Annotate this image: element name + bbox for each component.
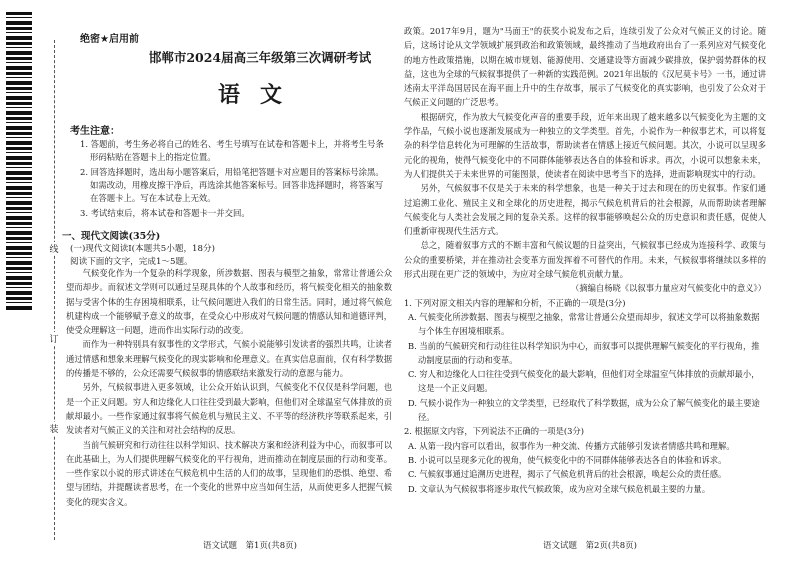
- exam-title: 邯郸市2024届高三年级第三次调研考试: [148, 50, 372, 65]
- passage-right-column: [404, 24, 766, 534]
- notice-title: 考生注意：: [70, 126, 120, 137]
- binding-char-line: 线: [48, 242, 60, 255]
- passage-left-column: [66, 266, 392, 534]
- notice-list: [80, 138, 385, 222]
- passage-paragraph: 而作为一种特别具有叙事性的文学形式，气候小说能够引发读者的强烈共鸣，让读者通过情感和想象来理解气候变化的现实影响和伦理意义。在真实信息面前，仅有科学数据的传播是不够的，公众还需要气候叙事的情感联结来激发行动的意愿与能力。: [66, 339, 392, 379]
- question-1-option-b: B. 当前的气候研究和行动往往以科学知识为中心，而叙事可以提供理解气候变化的平行视角，推动制度层面的行动和变革。: [408, 340, 760, 365]
- question-2-stem: 2. 根据原文内容，下列说法不正确的一项是(3分): [404, 426, 584, 437]
- section-instruction: 阅读下面的文字，完成1～5题。: [70, 257, 193, 267]
- page-footer-left: 语文试题 第1页(共8页): [203, 541, 297, 551]
- section-title: 一、现代文阅读(35分): [62, 231, 161, 242]
- binding-char-order: 订: [48, 332, 60, 345]
- passage-source: （摘编自杨晓《以叙事力量应对气候变化中的意义》）: [571, 283, 766, 294]
- subject-title: 语文: [217, 82, 302, 108]
- section-subtitle: (一)现代文阅读Ⅰ(本题共5小题，18分): [70, 244, 215, 254]
- passage-paragraph: 另外，气候叙事不仅是关于未来的科学想象，也是一种关于过去和现在的历史叙事。作家们通过追溯工业化、殖民主义和全球化的历史进程，揭示气候危机背后的社会根源，从而帮助读者理解气候变化与人类社会发展之间的复杂关系。这样的叙事能够唤起公众的历史意识和责任感，促使人们重新审视现代生活方式。: [404, 183, 766, 237]
- passage-paragraph: 政策。2017年9月，题为"马面王"的获奖小说发布之后，连续引发了公众对气候正义的讨论。随后，这场讨论从文学领域扩展到政治和政策领域，最终推动了当地政府出台了一系列应对气候变化的地方性政策措施，以期在城市规划、能源使用、交通建设等方面减少碳排放，保护弱势群体的权益，这也为全球的气候叙事提供了一种新的实践范例。2021年出版的《汉尼莫卡号》一书，通过讲述南太平洋岛国居民在海平面上升中的生存故事，展示了气候变化的真实影响，也引发了公众对于气候正义问题的广泛思考。: [404, 26, 766, 108]
- passage-paragraph: 气候变化作为一个复杂的科学现象，所涉数据、图表与模型之抽象，常常让普通公众望而却步。而叙述文学则可以通过呈现具体的个人故事和经历，将气候变化相关的抽象数据与受害个体的生存困境相联系，让气候问题进入我们的日常生活。同时，通过将气候危机建构成一个能够赋予意义的故事，在受众心中形成对气候问题的情感认知和道德评判，使受众理解这一问题，进而作出实际行动的改变。: [66, 268, 392, 336]
- question-2-option-b: B. 小说可以呈现多元化的视角，使气候变化中的不同群体能够表达各自的体验和诉求。: [408, 454, 727, 465]
- notice-item: 1. 答题前，考生务必将自己的姓名、考生号填写在试卷和答题卡上，并将考生号条形码粘贴在答题卡上的指定位置。: [80, 139, 384, 162]
- question-2-option-d: D. 文章认为气候叙事将逐步取代气候政策，成为应对全球气候危机最主要的力量。: [408, 483, 711, 494]
- passage-paragraph: 总之，随着叙事方式的不断丰富和气候议题的日益突出，气候叙事已经成为连接科学、政策与公众的重要桥梁，并在推动社会变革方面发挥着不可替代的作用。未来，气候叙事将继续以多样的形式出现在更广泛的领域中，为应对全球气候危机贡献力量。: [404, 240, 766, 280]
- passage-paragraph: 另外，气候叙事进入更多领域，让公众开始认识到，气候变化不仅仅是科学问题，也是一个正义问题。穷人和边缘化人口往往受到最大影响，但他们对全球温室气体排放的贡献却最小。一些作家通过叙事将气候危机与殖民主义、不平等的经济秩序等联系起来，引发读者对气候正义的关注和对社会结构的反思。: [66, 382, 392, 436]
- binding-char-pack: 装: [48, 422, 60, 435]
- passage-paragraph: 根据研究，作为放大气候变化声音的重要手段，近年来出现了越来越多以气候变化为主题的文学作品，气候小说也逐渐发展成为一种独立的文学类型。首先，小说作为一种叙事艺术，可以将复杂的科学信息转化为可理解的生活故事，帮助读者在情感上接近气候问题。其次，小说可以呈现多元化的视角，使得气候变化中的不同群体能够表达各自的体验和诉求。再次，小说可以想象未来，为人们提供关于未来世界的可能图景，使读者在阅读中思考当下的选择，进而影响现实中的行动。: [404, 111, 766, 179]
- binding-line: [54, 40, 55, 540]
- question-1-option-a: A. 气候变化所涉数据、图表与模型之抽象，常常让普通公众望而却步，叙述文学可以将抽象数据与个体生存困境相联系。: [408, 311, 760, 337]
- question-1-option-d: D. 气候小说作为一种独立的文学类型，已经取代了科学数据，成为公众了解气候变化的最主要途径。: [408, 397, 760, 423]
- notice-item: 2. 回答选择题时，选出每小题答案后，用铅笔把答题卡对应题目的答案标号涂黑。如需改动，用橡皮擦干净后，再选涂其他答案标号。回答非选择题时，将答案写在答题卡上。写在本试卷上无效。: [80, 167, 384, 203]
- question-1-stem: 1. 下列对原文相关内容的理解和分析，不正确的一项是(3分): [404, 297, 626, 308]
- secret-label: 绝密★启用前: [80, 34, 139, 45]
- passage-paragraph: 当前气候研究和行动往往以科学知识、技术解决方案和经济利益为中心，而叙事可以在此基础上，为人们提供理解气候变化的平行视角，进而推动在制度层面的行动和变革。一些作家以小说的形式讲述在气候危机中生活的人们的故事，呈现他们的恐惧、绝望、希望与团结，并提醒读者思考，在一个变化的世界中应当如何生活，从而使更多人把握气候变化的现实含义。: [66, 439, 392, 507]
- question-1-option-c: C. 穷人和边缘化人口往往受到气候变化的最大影响，但他们对全球温室气体排放的贡献却最小，这是一个正义问题。: [408, 369, 760, 394]
- barcode: [6, 12, 32, 312]
- question-2-option-c: C. 气候叙事通过追溯历史进程，揭示了气候危机背后的社会根源，唤起公众的责任感。: [408, 469, 727, 480]
- question-2-option-a: A. 从第一段内容可以看出，叙事作为一种交流、传播方式能够引发读者情感共鸣和理解。: [408, 440, 735, 451]
- notice-item: 3. 考试结束后，将本试卷和答题卡一并交回。: [80, 208, 250, 218]
- page-footer-right: 语文试题 第2页(共8页): [543, 541, 637, 551]
